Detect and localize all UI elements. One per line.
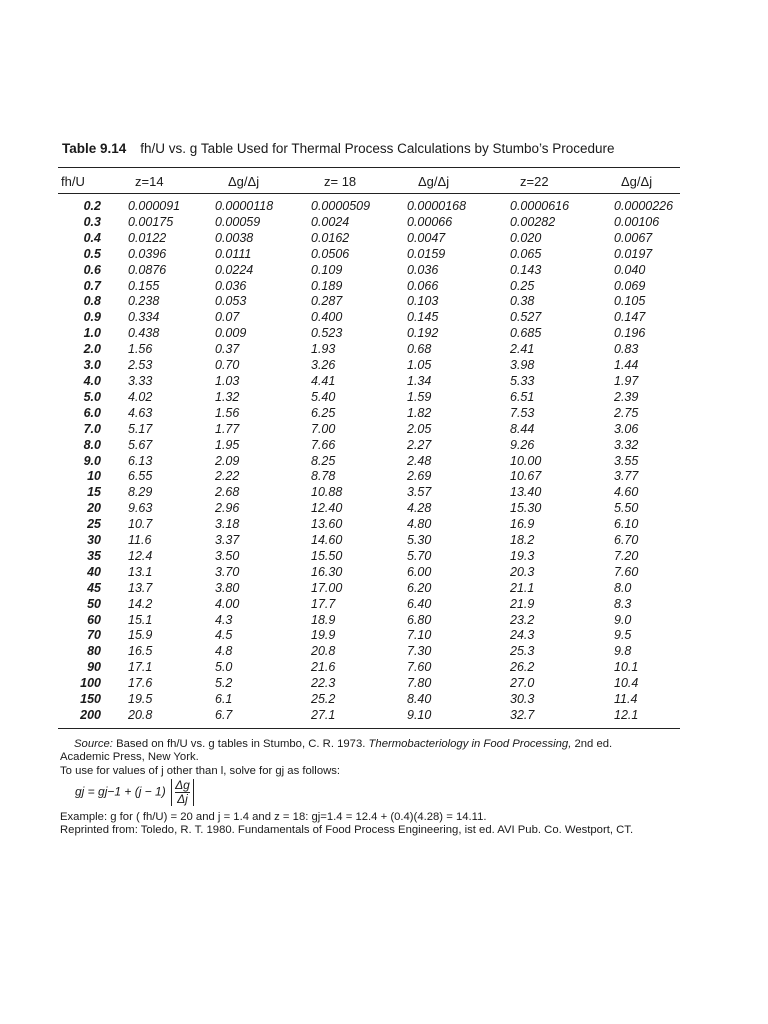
value-cell: 5.33 — [510, 373, 535, 388]
value-cell: 0.143 — [510, 262, 542, 277]
value-cell: 3.55 — [614, 453, 639, 468]
value-cell: 9.63 — [128, 501, 153, 516]
value-cell: 2.53 — [128, 358, 153, 373]
reprint-line: Reprinted from: Toledo, R. T. 1980. Fundamentals of Food Process Engineering, ist ed. AVI Pub. Co. Westport, CT. — [60, 824, 634, 837]
value-cell: 3.57 — [407, 485, 432, 500]
table-row — [58, 199, 684, 215]
value-cell: 3.18 — [215, 517, 240, 532]
table-row — [58, 708, 684, 724]
fhu-cell: 1.0 — [83, 326, 101, 341]
value-cell: 26.2 — [510, 660, 535, 675]
value-cell: 1.97 — [614, 373, 639, 388]
value-cell: 5.30 — [407, 533, 432, 548]
value-cell: 0.00106 — [614, 214, 660, 229]
value-cell: 16.30 — [311, 564, 343, 579]
example-notes — [60, 811, 720, 838]
header-z22: z=22 — [520, 174, 549, 189]
value-cell: 0.37 — [215, 342, 240, 357]
table-row — [58, 549, 684, 565]
value-cell: 2.05 — [407, 421, 432, 436]
value-cell: 20.3 — [510, 564, 535, 579]
table-row — [58, 517, 684, 533]
value-cell: 0.147 — [614, 310, 646, 325]
fhu-cell: 10 — [87, 469, 101, 484]
table-row — [58, 422, 684, 438]
fhu-cell: 0.6 — [83, 262, 101, 277]
value-cell: 0.036 — [215, 278, 247, 293]
table-notes — [60, 738, 710, 778]
value-cell: 1.56 — [128, 342, 153, 357]
table-row — [58, 660, 684, 676]
value-cell: 3.06 — [614, 421, 639, 436]
value-cell: 19.9 — [311, 628, 336, 643]
value-cell: 2.09 — [215, 453, 240, 468]
value-cell: 30.3 — [510, 692, 535, 707]
value-cell: 0.0000226 — [614, 199, 674, 213]
value-cell: 7.60 — [407, 660, 432, 675]
header-dgdj-z22: Δg/Δj — [621, 174, 653, 189]
value-cell: 12.4 — [128, 548, 153, 563]
value-cell: 4.63 — [128, 405, 153, 420]
header-dgdj-z14: Δg/Δj — [228, 174, 260, 189]
table-row — [58, 565, 684, 581]
value-cell: 3.37 — [215, 533, 240, 548]
value-cell: 6.80 — [407, 612, 432, 627]
value-cell: 25.3 — [510, 644, 535, 659]
value-cell: 15.30 — [510, 501, 542, 516]
value-cell: 0.0396 — [128, 246, 167, 261]
fhu-cell: 0.8 — [83, 294, 101, 309]
value-cell: 0.07 — [215, 310, 240, 325]
fhu-cell: 45 — [87, 580, 101, 595]
value-cell: 7.66 — [311, 437, 336, 452]
value-cell: 27.0 — [510, 676, 535, 691]
value-cell: 6.10 — [614, 517, 639, 532]
fhu-cell: 60 — [87, 612, 101, 627]
value-cell: 0.0162 — [311, 230, 350, 245]
value-cell: 0.287 — [311, 294, 343, 309]
value-cell: 0.70 — [215, 358, 240, 373]
value-cell: 2.39 — [614, 389, 639, 404]
table-body — [58, 199, 684, 724]
table-row — [58, 501, 684, 517]
value-cell: 9.26 — [510, 437, 535, 452]
value-cell: 5.70 — [407, 548, 432, 563]
instruction-line: To use for values of j other than l, solve for gj as follows: — [60, 764, 341, 777]
value-cell: 24.3 — [510, 628, 535, 643]
value-cell: 17.7 — [311, 596, 336, 611]
value-cell: 0.83 — [614, 342, 639, 357]
value-cell: 3.77 — [614, 469, 639, 484]
value-cell: 0.238 — [128, 294, 160, 309]
value-cell: 3.32 — [614, 437, 639, 452]
value-cell: 0.0000509 — [311, 199, 371, 213]
table-row — [58, 628, 684, 644]
fhu-cell: 30 — [87, 533, 101, 548]
value-cell: 14.60 — [311, 533, 343, 548]
fhu-cell: 25 — [87, 517, 101, 532]
value-cell: 12.1 — [614, 708, 639, 722]
value-cell: 6.55 — [128, 469, 153, 484]
value-cell: 3.50 — [215, 548, 240, 563]
fhu-cell: 100 — [80, 676, 101, 691]
table-row — [58, 438, 684, 454]
fhu-cell: 0.7 — [83, 278, 101, 293]
value-cell: 21.1 — [510, 580, 535, 595]
value-cell: 15.1 — [128, 612, 153, 627]
value-cell: 5.50 — [614, 501, 639, 516]
table-row — [58, 597, 684, 613]
fhu-cell: 20 — [87, 501, 101, 516]
value-cell: 1.82 — [407, 405, 432, 420]
fhu-cell: 50 — [87, 596, 101, 611]
value-cell: 4.8 — [215, 644, 233, 659]
value-cell: 4.80 — [407, 517, 432, 532]
value-cell: 0.68 — [407, 342, 432, 357]
value-cell: 0.020 — [510, 230, 542, 245]
value-cell: 6.00 — [407, 564, 432, 579]
value-cell: 0.0000168 — [407, 199, 467, 213]
value-cell: 5.67 — [128, 437, 153, 452]
source-label: Source: — [74, 738, 113, 750]
table-row — [58, 342, 684, 358]
value-cell: 4.28 — [407, 501, 432, 516]
value-cell: 15.50 — [311, 548, 343, 563]
fhu-cell: 2.0 — [83, 342, 101, 357]
value-cell: 0.192 — [407, 326, 439, 341]
value-cell: 7.80 — [407, 676, 432, 691]
value-cell: 0.103 — [407, 294, 439, 309]
value-cell: 0.38 — [510, 294, 535, 309]
value-cell: 0.066 — [407, 278, 439, 293]
value-cell: 7.10 — [407, 628, 432, 643]
value-cell: 4.02 — [128, 389, 153, 404]
value-cell: 18.9 — [311, 612, 336, 627]
value-cell: 2.96 — [215, 501, 240, 516]
value-cell: 6.51 — [510, 389, 535, 404]
value-cell: 2.41 — [510, 342, 535, 357]
value-cell: 0.053 — [215, 294, 247, 309]
table-row — [58, 263, 684, 279]
table-row — [58, 469, 684, 485]
value-cell: 7.20 — [614, 548, 639, 563]
value-cell: 3.26 — [311, 358, 336, 373]
value-cell: 0.009 — [215, 326, 247, 341]
table-row — [58, 279, 684, 295]
fhu-cell: 0.9 — [83, 310, 101, 325]
value-cell: 0.069 — [614, 278, 646, 293]
value-cell: 6.70 — [614, 533, 639, 548]
value-cell: 21.9 — [510, 596, 535, 611]
value-cell: 21.6 — [311, 660, 336, 675]
value-cell: 0.527 — [510, 310, 542, 325]
value-cell: 10.7 — [128, 517, 153, 532]
value-cell: 0.196 — [614, 326, 646, 341]
value-cell: 17.1 — [128, 660, 153, 675]
value-cell: 6.13 — [128, 453, 153, 468]
value-cell: 0.00066 — [407, 214, 453, 229]
value-cell: 2.69 — [407, 469, 432, 484]
fhu-cell: 35 — [87, 548, 101, 563]
fhu-cell: 15 — [87, 485, 101, 500]
value-cell: 1.56 — [215, 405, 240, 420]
formula-fraction — [171, 779, 194, 806]
table-row — [58, 358, 684, 374]
value-cell: 15.9 — [128, 628, 153, 643]
value-cell: 1.93 — [311, 342, 336, 357]
value-cell: 0.0047 — [407, 230, 446, 245]
table-row — [58, 215, 684, 231]
value-cell: 23.2 — [510, 612, 535, 627]
value-cell: 0.0197 — [614, 246, 653, 261]
header-dgdj-z18: Δg/Δj — [418, 174, 450, 189]
header-z14: z=14 — [135, 174, 164, 189]
value-cell: 8.40 — [407, 692, 432, 707]
publisher-line: Academic Press, New York. — [60, 751, 199, 764]
value-cell: 0.040 — [614, 262, 646, 277]
value-cell: 0.189 — [311, 278, 343, 293]
fhu-cell: 90 — [87, 660, 101, 675]
value-cell: 10.67 — [510, 469, 542, 484]
value-cell: 19.3 — [510, 548, 535, 563]
value-cell: 10.88 — [311, 485, 343, 500]
value-cell: 14.2 — [128, 596, 153, 611]
value-cell: 3.70 — [215, 564, 240, 579]
value-cell: 8.29 — [128, 485, 153, 500]
fhu-cell: 0.4 — [83, 230, 101, 245]
value-cell: 0.0024 — [311, 214, 350, 229]
value-cell: 2.48 — [407, 453, 432, 468]
value-cell: 11.4 — [614, 692, 638, 707]
value-cell: 0.145 — [407, 310, 439, 325]
value-cell: 1.59 — [407, 389, 432, 404]
value-cell: 10.1 — [614, 660, 639, 675]
source-note — [60, 738, 710, 751]
fhu-cell: 4.0 — [83, 373, 101, 388]
value-cell: 6.20 — [407, 580, 432, 595]
value-cell: 7.30 — [407, 644, 432, 659]
table-row — [58, 326, 684, 342]
value-cell: 0.00059 — [215, 214, 261, 229]
value-cell: 18.2 — [510, 533, 535, 548]
value-cell: 0.0224 — [215, 262, 254, 277]
value-cell: 0.400 — [311, 310, 343, 325]
table-row — [58, 406, 684, 422]
value-cell: 20.8 — [311, 644, 336, 659]
table-row — [58, 644, 684, 660]
fhu-cell: 200 — [80, 708, 101, 722]
table-title: fh/U vs. g Table Used for Thermal Process Calculations by Stumbo’s Procedure — [140, 141, 615, 156]
fhu-g-table — [58, 199, 684, 724]
fhu-cell: 9.0 — [83, 453, 101, 468]
value-cell: 0.0000118 — [215, 199, 274, 213]
value-cell: 10.00 — [510, 453, 542, 468]
value-cell: 19.5 — [128, 692, 153, 707]
value-cell: 13.7 — [128, 580, 153, 595]
formula — [75, 779, 194, 806]
value-cell: 16.9 — [510, 517, 535, 532]
value-cell: 0.065 — [510, 246, 542, 261]
value-cell: 6.7 — [215, 708, 233, 722]
value-cell: 4.3 — [215, 612, 233, 627]
value-cell: 11.6 — [128, 533, 152, 548]
value-cell: 25.2 — [311, 692, 336, 707]
value-cell: 13.1 — [128, 564, 153, 579]
table-row — [58, 294, 684, 310]
table-row — [58, 247, 684, 263]
value-cell: 0.0067 — [614, 230, 653, 245]
table-top-rule — [58, 167, 680, 168]
table-bottom-rule — [58, 728, 680, 729]
table-number: Table 9.14 — [62, 141, 127, 156]
value-cell: 0.109 — [311, 262, 343, 277]
value-cell: 13.40 — [510, 485, 542, 500]
value-cell: 7.53 — [510, 405, 535, 420]
fhu-cell: 70 — [87, 628, 101, 643]
value-cell: 9.5 — [614, 628, 632, 643]
header-z18: z= 18 — [324, 174, 357, 189]
value-cell: 8.25 — [311, 453, 336, 468]
value-cell: 8.78 — [311, 469, 336, 484]
value-cell: 32.7 — [510, 708, 535, 722]
value-cell: 2.27 — [407, 437, 432, 452]
value-cell: 0.0876 — [128, 262, 167, 277]
value-cell: 8.3 — [614, 596, 632, 611]
value-cell: 0.0122 — [128, 230, 167, 245]
example-line: Example: g for ( fh/U) = 20 and j = 1.4 and z = 18: gj=1.4 = 12.4 + (0.4)(4.28) = 14.11. — [60, 811, 487, 823]
value-cell: 1.32 — [215, 389, 240, 404]
table-row — [58, 390, 684, 406]
value-cell: 17.6 — [128, 676, 153, 691]
value-cell: 7.60 — [614, 564, 639, 579]
value-cell: 0.25 — [510, 278, 535, 293]
fhu-cell: 3.0 — [83, 358, 101, 373]
value-cell: 1.44 — [614, 358, 639, 373]
value-cell: 1.77 — [215, 421, 240, 436]
value-cell: 0.0111 — [215, 246, 252, 261]
value-cell: 6.25 — [311, 405, 336, 420]
table-row — [58, 310, 684, 326]
source-text: Based on fh/U vs. g tables in Stumbo, C. R. 1973. — [116, 738, 366, 750]
fraction-denominator: Δj — [177, 792, 188, 806]
value-cell: 2.75 — [614, 405, 639, 420]
value-cell: 5.0 — [215, 660, 233, 675]
value-cell: 10.4 — [614, 676, 639, 691]
fhu-cell: 0.5 — [83, 246, 101, 261]
value-cell: 0.685 — [510, 326, 542, 341]
value-cell: 4.00 — [215, 596, 240, 611]
value-cell: 7.00 — [311, 421, 336, 436]
value-cell: 0.523 — [311, 326, 343, 341]
value-cell: 4.60 — [614, 485, 639, 500]
value-cell: 5.40 — [311, 389, 336, 404]
formula-left: gj = gj−1 + (j − 1) — [75, 784, 166, 799]
value-cell: 5.2 — [215, 676, 233, 691]
table-caption — [62, 141, 702, 156]
fraction-numerator: Δg — [175, 778, 190, 792]
fhu-cell: 40 — [87, 564, 101, 579]
fhu-cell: 8.0 — [83, 437, 101, 452]
fhu-cell: 80 — [87, 644, 101, 659]
value-cell: 9.10 — [407, 708, 432, 722]
value-cell: 12.40 — [311, 501, 343, 516]
value-cell: 8.44 — [510, 421, 535, 436]
table-row — [58, 581, 684, 597]
value-cell: 0.036 — [407, 262, 439, 277]
value-cell: 0.0038 — [215, 230, 254, 245]
value-cell: 13.60 — [311, 517, 343, 532]
table-row — [58, 613, 684, 629]
book-title: Thermobacteriology in Food Processing, — [368, 738, 572, 750]
value-cell: 0.00175 — [128, 214, 174, 229]
value-cell: 0.0000616 — [510, 199, 570, 213]
value-cell: 17.00 — [311, 580, 343, 595]
table-row — [58, 692, 684, 708]
value-cell: 8.0 — [614, 580, 632, 595]
value-cell: 0.0506 — [311, 246, 350, 261]
value-cell: 4.41 — [311, 373, 336, 388]
value-cell: 1.95 — [215, 437, 240, 452]
value-cell: 2.68 — [215, 485, 240, 500]
table-row — [58, 533, 684, 549]
fhu-cell: 7.0 — [83, 421, 101, 436]
value-cell: 0.155 — [128, 278, 160, 293]
fhu-cell: 6.0 — [83, 405, 101, 420]
table-row — [58, 374, 684, 390]
edition: 2nd ed. — [574, 738, 613, 750]
value-cell: 9.0 — [614, 612, 632, 627]
fhu-cell: 0.3 — [83, 214, 101, 229]
fhu-cell: 5.0 — [83, 389, 101, 404]
value-cell: 1.34 — [407, 373, 432, 388]
value-cell: 0.438 — [128, 326, 160, 341]
value-cell: 20.8 — [128, 708, 153, 722]
table-row — [58, 454, 684, 470]
value-cell: 0.105 — [614, 294, 646, 309]
value-cell: 0.334 — [128, 310, 160, 325]
header-fhu: fh/U — [61, 174, 85, 189]
value-cell: 0.00282 — [510, 214, 556, 229]
value-cell: 3.33 — [128, 373, 153, 388]
value-cell: 1.03 — [215, 373, 240, 388]
value-cell: 2.22 — [215, 469, 240, 484]
value-cell: 0.0159 — [407, 246, 446, 261]
value-cell: 0.000091 — [128, 199, 181, 213]
value-cell: 3.80 — [215, 580, 240, 595]
fhu-cell: 150 — [80, 692, 101, 707]
value-cell: 1.05 — [407, 358, 432, 373]
value-cell: 27.1 — [311, 708, 336, 722]
value-cell: 22.3 — [311, 676, 336, 691]
value-cell: 9.8 — [614, 644, 632, 659]
value-cell: 5.17 — [128, 421, 153, 436]
value-cell: 6.1 — [215, 692, 233, 707]
table-row — [58, 231, 684, 247]
value-cell: 16.5 — [128, 644, 153, 659]
value-cell: 3.98 — [510, 358, 535, 373]
table-row — [58, 485, 684, 501]
table-row — [58, 676, 684, 692]
fhu-cell: 0.2 — [83, 199, 101, 213]
value-cell: 4.5 — [215, 628, 233, 643]
value-cell: 6.40 — [407, 596, 432, 611]
table-header-rule — [58, 193, 680, 194]
